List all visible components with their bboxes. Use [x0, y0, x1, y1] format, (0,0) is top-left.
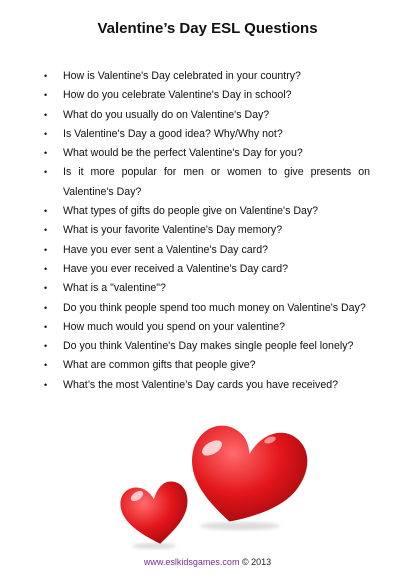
question-item [44, 279, 370, 298]
bullet-icon: • [44, 302, 48, 313]
question-text: What are common gifts that people give? [63, 359, 256, 372]
question-item [44, 86, 370, 105]
bullet-icon: • [44, 379, 48, 390]
large-heart-icon [182, 418, 310, 533]
bullet-icon: • [44, 71, 48, 81]
question-item [44, 318, 370, 337]
question-item [44, 356, 370, 375]
question-text: What is a "valentine"? [63, 282, 166, 295]
question-item [44, 202, 370, 221]
question-text: What’s the most Valentine’s Day cards you have received? [63, 378, 338, 391]
question-item [44, 67, 370, 86]
hearts-illustration [120, 414, 310, 554]
bullet-icon: • [44, 109, 48, 120]
question-item [44, 337, 370, 356]
footer [0, 556, 415, 568]
bullet-icon: • [44, 225, 48, 236]
bullet-icon: • [44, 360, 48, 371]
question-text: What is your favorite Valentine's Day memory? [63, 224, 283, 237]
question-text: How is Valentine's Day celebrated in your country? [63, 70, 301, 82]
bullet-icon: • [44, 167, 48, 178]
question-item [44, 260, 370, 279]
question-text: What would be the perfect Valentine's Day for you? [63, 147, 303, 160]
bullet-icon: • [44, 341, 48, 352]
bullet-icon: • [44, 263, 48, 274]
copyright-text: © 2013 [239, 557, 272, 567]
question-text: What do you usually do on Valentine's Day? [63, 108, 270, 121]
question-item [44, 221, 370, 240]
question-text: How much would you spend on your valentine? [63, 320, 286, 333]
bullet-icon: • [44, 148, 48, 159]
website-link[interactable]: www.eslkidsgames.com [143, 557, 240, 567]
question-item [44, 106, 370, 125]
question-item [44, 376, 370, 395]
question-text: Do you think Valentine's Day makes single people feel lonely? [63, 340, 354, 353]
bullet-icon: • [44, 90, 48, 101]
question-list [44, 67, 370, 395]
question-item [44, 299, 370, 318]
question-item [44, 241, 370, 260]
bullet-icon: • [44, 283, 48, 294]
question-item [44, 144, 370, 163]
bullet-icon: • [44, 244, 48, 255]
question-text: Is Valentine's Day a good idea? Why/Why not? [63, 127, 283, 140]
bullet-icon: • [44, 128, 48, 139]
question-item [44, 163, 370, 202]
question-text: Is it more popular for men or women to give presents on Valentine's Day? [63, 166, 370, 198]
question-text: Have you ever sent a Valentine's Day card? [63, 243, 268, 256]
question-text: How do you celebrate Valentine's Day in school? [63, 89, 292, 102]
question-text: Do you think people spend too much money on Valentine's Day? [63, 301, 366, 314]
question-text: Have you ever received a Valentine's Day card? [63, 262, 289, 275]
page-title: Valentine’s Day ESL Questions [97, 20, 318, 37]
bullet-icon: • [44, 321, 48, 332]
bullet-icon: • [44, 206, 48, 217]
question-item [44, 125, 370, 144]
small-heart-icon [120, 479, 193, 549]
question-text: What types of gifts do people give on Valentine's Day? [63, 205, 319, 218]
